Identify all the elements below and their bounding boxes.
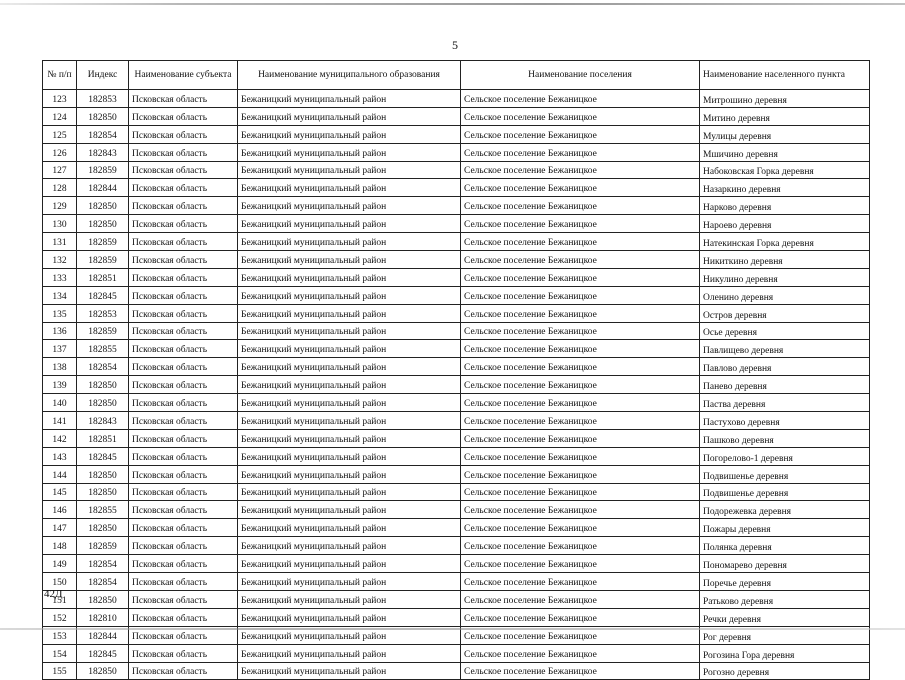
cell-index: 182850 — [77, 394, 129, 412]
cell-num: 144 — [43, 465, 77, 483]
table-row — [43, 197, 870, 215]
cell-municipality: Бежаницкий муниципальный район — [238, 215, 461, 233]
cell-settlement: Сельское поселение Бежаницкое — [461, 107, 700, 125]
table-row — [43, 644, 870, 662]
cell-num: 140 — [43, 394, 77, 412]
cell-settlement: Сельское поселение Бежаницкое — [461, 286, 700, 304]
cell-municipality: Бежаницкий муниципальный район — [238, 161, 461, 179]
cell-settlement: Сельское поселение Бежаницкое — [461, 215, 700, 233]
cell-num: 132 — [43, 251, 77, 269]
cell-locality: Пашково деревня — [700, 429, 870, 447]
cell-settlement: Сельское поселение Бежаницкое — [461, 412, 700, 430]
cell-municipality: Бежаницкий муниципальный район — [238, 447, 461, 465]
cell-num: 150 — [43, 573, 77, 591]
cell-settlement: Сельское поселение Бежаницкое — [461, 251, 700, 269]
cell-settlement: Сельское поселение Бежаницкое — [461, 179, 700, 197]
cell-settlement: Сельское поселение Бежаницкое — [461, 447, 700, 465]
cell-subject: Псковская область — [129, 465, 238, 483]
cell-num: 130 — [43, 215, 77, 233]
table-row — [43, 590, 870, 608]
cell-municipality: Бежаницкий муниципальный район — [238, 626, 461, 644]
cell-locality: Мулицы деревня — [700, 125, 870, 143]
cell-settlement: Сельское поселение Бежаницкое — [461, 644, 700, 662]
cell-num: 125 — [43, 125, 77, 143]
header-subject: Наименование субъекта — [129, 61, 238, 90]
cell-municipality: Бежаницкий муниципальный район — [238, 90, 461, 108]
cell-subject: Псковская область — [129, 537, 238, 555]
cell-settlement: Сельское поселение Бежаницкое — [461, 376, 700, 394]
cell-num: 138 — [43, 358, 77, 376]
cell-locality: Рог деревня — [700, 626, 870, 644]
cell-num: 149 — [43, 555, 77, 573]
cell-settlement: Сельское поселение Бежаницкое — [461, 555, 700, 573]
cell-municipality: Бежаницкий муниципальный район — [238, 233, 461, 251]
table-row — [43, 501, 870, 519]
cell-locality: Ратьково деревня — [700, 590, 870, 608]
cell-subject: Псковская область — [129, 519, 238, 537]
cell-num: 146 — [43, 501, 77, 519]
cell-index: 182851 — [77, 268, 129, 286]
cell-settlement: Сельское поселение Бежаницкое — [461, 394, 700, 412]
cell-locality: Пастухово деревня — [700, 412, 870, 430]
cell-locality: Павлищево деревня — [700, 340, 870, 358]
cell-num: 152 — [43, 608, 77, 626]
cell-locality: Паства деревня — [700, 394, 870, 412]
cell-num: 142 — [43, 429, 77, 447]
table-row — [43, 125, 870, 143]
cell-municipality: Бежаницкий муниципальный район — [238, 268, 461, 286]
cell-municipality: Бежаницкий муниципальный район — [238, 644, 461, 662]
cell-settlement: Сельское поселение Бежаницкое — [461, 161, 700, 179]
cell-settlement: Сельское поселение Бежаницкое — [461, 304, 700, 322]
cell-num: 134 — [43, 286, 77, 304]
cell-settlement: Сельское поселение Бежаницкое — [461, 537, 700, 555]
cell-index: 182854 — [77, 358, 129, 376]
cell-index: 182854 — [77, 555, 129, 573]
cell-subject: Псковская область — [129, 501, 238, 519]
table-row — [43, 161, 870, 179]
table-row — [43, 447, 870, 465]
cell-locality: Подвишенье деревня — [700, 483, 870, 501]
table-row — [43, 340, 870, 358]
cell-settlement: Сельское поселение Бежаницкое — [461, 626, 700, 644]
cell-index: 182843 — [77, 412, 129, 430]
cell-settlement: Сельское поселение Бежаницкое — [461, 429, 700, 447]
cell-index: 182859 — [77, 161, 129, 179]
cell-num: 127 — [43, 161, 77, 179]
cell-settlement: Сельское поселение Бежаницкое — [461, 268, 700, 286]
table-row — [43, 483, 870, 501]
cell-subject: Псковская область — [129, 483, 238, 501]
cell-municipality: Бежаницкий муниципальный район — [238, 483, 461, 501]
header-settlement: Наименование поселения — [461, 61, 700, 90]
table-row — [43, 107, 870, 125]
cell-subject: Псковская область — [129, 644, 238, 662]
cell-subject: Псковская область — [129, 107, 238, 125]
cell-index: 182850 — [77, 197, 129, 215]
cell-subject: Псковская область — [129, 573, 238, 591]
cell-locality: Нароево деревня — [700, 215, 870, 233]
scan-edge-top — [0, 3, 905, 5]
cell-index: 182845 — [77, 644, 129, 662]
cell-municipality: Бежаницкий муниципальный район — [238, 537, 461, 555]
header-num: № п/п — [43, 61, 77, 90]
cell-municipality: Бежаницкий муниципальный район — [238, 358, 461, 376]
cell-locality: Никиткино деревня — [700, 251, 870, 269]
cell-num: 137 — [43, 340, 77, 358]
cell-locality: Подорежевка деревня — [700, 501, 870, 519]
cell-settlement: Сельское поселение Бежаницкое — [461, 501, 700, 519]
table-row — [43, 429, 870, 447]
cell-municipality: Бежаницкий муниципальный район — [238, 429, 461, 447]
cell-index: 182854 — [77, 125, 129, 143]
table-row — [43, 179, 870, 197]
cell-settlement: Сельское поселение Бежаницкое — [461, 125, 700, 143]
cell-settlement: Сельское поселение Бежаницкое — [461, 662, 700, 680]
cell-index: 182855 — [77, 501, 129, 519]
cell-index: 182843 — [77, 143, 129, 161]
cell-index: 182851 — [77, 429, 129, 447]
table-header-row — [43, 61, 870, 90]
cell-settlement: Сельское поселение Бежаницкое — [461, 143, 700, 161]
cell-num: 154 — [43, 644, 77, 662]
cell-num: 151 — [43, 590, 77, 608]
header-index: Индекс — [77, 61, 129, 90]
cell-subject: Псковская область — [129, 376, 238, 394]
cell-settlement: Сельское поселение Бежаницкое — [461, 519, 700, 537]
cell-subject: Псковская область — [129, 197, 238, 215]
cell-subject: Псковская область — [129, 322, 238, 340]
cell-municipality: Бежаницкий муниципальный район — [238, 501, 461, 519]
cell-municipality: Бежаницкий муниципальный район — [238, 125, 461, 143]
cell-locality: Подвишенье деревня — [700, 465, 870, 483]
cell-municipality: Бежаницкий муниципальный район — [238, 107, 461, 125]
cell-subject: Псковская область — [129, 626, 238, 644]
cell-settlement: Сельское поселение Бежаницкое — [461, 233, 700, 251]
cell-index: 182850 — [77, 483, 129, 501]
cell-locality: Поречье деревня — [700, 573, 870, 591]
cell-index: 182855 — [77, 340, 129, 358]
cell-index: 182859 — [77, 233, 129, 251]
cell-locality: Никулино деревня — [700, 268, 870, 286]
cell-municipality: Бежаницкий муниципальный район — [238, 179, 461, 197]
cell-locality: Пожары деревня — [700, 519, 870, 537]
header-municipality: Наименование муниципального образования — [238, 61, 461, 90]
cell-index: 182850 — [77, 662, 129, 680]
table-row — [43, 233, 870, 251]
cell-locality: Мшичино деревня — [700, 143, 870, 161]
cell-subject: Псковская область — [129, 179, 238, 197]
cell-num: 129 — [43, 197, 77, 215]
cell-locality: Нарково деревня — [700, 197, 870, 215]
cell-settlement: Сельское поселение Бежаницкое — [461, 483, 700, 501]
cell-settlement: Сельское поселение Бежаницкое — [461, 465, 700, 483]
cell-municipality: Бежаницкий муниципальный район — [238, 555, 461, 573]
cell-index: 182850 — [77, 590, 129, 608]
cell-index: 182853 — [77, 90, 129, 108]
cell-locality: Осье деревня — [700, 322, 870, 340]
cell-subject: Псковская область — [129, 412, 238, 430]
table-row — [43, 465, 870, 483]
cell-subject: Псковская область — [129, 161, 238, 179]
table-row — [43, 537, 870, 555]
cell-municipality: Бежаницкий муниципальный район — [238, 322, 461, 340]
cell-num: 131 — [43, 233, 77, 251]
cell-index: 182810 — [77, 608, 129, 626]
cell-num: 139 — [43, 376, 77, 394]
cell-municipality: Бежаницкий муниципальный район — [238, 662, 461, 680]
table-row — [43, 322, 870, 340]
cell-locality: Погорелово-1 деревня — [700, 447, 870, 465]
cell-municipality: Бежаницкий муниципальный район — [238, 608, 461, 626]
cell-index: 182850 — [77, 376, 129, 394]
cell-locality: Назаркино деревня — [700, 179, 870, 197]
cell-locality: Натекинская Горка деревня — [700, 233, 870, 251]
cell-subject: Псковская область — [129, 590, 238, 608]
cell-locality: Полянка деревня — [700, 537, 870, 555]
table-row — [43, 412, 870, 430]
cell-municipality: Бежаницкий муниципальный район — [238, 376, 461, 394]
cell-subject: Псковская область — [129, 268, 238, 286]
cell-municipality: Бежаницкий муниципальный район — [238, 465, 461, 483]
header-locality: Наименование населенного пункта — [700, 61, 870, 90]
scan-edge-bottom — [0, 628, 905, 630]
cell-index: 182850 — [77, 465, 129, 483]
cell-subject: Псковская область — [129, 662, 238, 680]
cell-index: 182854 — [77, 573, 129, 591]
table-row — [43, 251, 870, 269]
table-row — [43, 608, 870, 626]
cell-subject: Псковская область — [129, 394, 238, 412]
cell-subject: Псковская область — [129, 90, 238, 108]
cell-locality: Митрошино деревня — [700, 90, 870, 108]
table-row — [43, 268, 870, 286]
cell-subject: Псковская область — [129, 143, 238, 161]
footer-code: 42Д — [44, 588, 63, 600]
table-row — [43, 143, 870, 161]
cell-num: 123 — [43, 90, 77, 108]
cell-num: 153 — [43, 626, 77, 644]
cell-subject: Псковская область — [129, 358, 238, 376]
cell-num: 133 — [43, 268, 77, 286]
cell-settlement: Сельское поселение Бежаницкое — [461, 358, 700, 376]
cell-municipality: Бежаницкий муниципальный район — [238, 340, 461, 358]
cell-num: 141 — [43, 412, 77, 430]
cell-index: 182850 — [77, 215, 129, 233]
cell-subject: Псковская область — [129, 233, 238, 251]
cell-index: 182844 — [77, 179, 129, 197]
cell-num: 155 — [43, 662, 77, 680]
cell-locality: Рогозно деревня — [700, 662, 870, 680]
cell-locality: Остров деревня — [700, 304, 870, 322]
cell-index: 182859 — [77, 537, 129, 555]
cell-subject: Псковская область — [129, 215, 238, 233]
cell-locality: Панево деревня — [700, 376, 870, 394]
cell-municipality: Бежаницкий муниципальный район — [238, 143, 461, 161]
cell-index: 182845 — [77, 286, 129, 304]
cell-num: 124 — [43, 107, 77, 125]
cell-locality: Речки деревня — [700, 608, 870, 626]
cell-locality: Набоковская Горка деревня — [700, 161, 870, 179]
cell-index: 182859 — [77, 251, 129, 269]
cell-locality: Павлово деревня — [700, 358, 870, 376]
cell-municipality: Бежаницкий муниципальный район — [238, 590, 461, 608]
cell-subject: Псковская область — [129, 251, 238, 269]
cell-municipality: Бежаницкий муниципальный район — [238, 573, 461, 591]
table-row — [43, 215, 870, 233]
cell-subject: Псковская область — [129, 340, 238, 358]
cell-subject: Псковская область — [129, 429, 238, 447]
cell-subject: Псковская область — [129, 608, 238, 626]
table-body — [43, 90, 870, 680]
cell-locality: Пономарево деревня — [700, 555, 870, 573]
cell-num: 128 — [43, 179, 77, 197]
cell-index: 182859 — [77, 322, 129, 340]
cell-settlement: Сельское поселение Бежаницкое — [461, 90, 700, 108]
cell-municipality: Бежаницкий муниципальный район — [238, 197, 461, 215]
cell-settlement: Сельское поселение Бежаницкое — [461, 590, 700, 608]
page-number: 5 — [452, 38, 458, 52]
localities-table — [42, 60, 870, 680]
cell-municipality: Бежаницкий муниципальный район — [238, 412, 461, 430]
table-row — [43, 90, 870, 108]
cell-locality: Оленино деревня — [700, 286, 870, 304]
cell-subject: Псковская область — [129, 286, 238, 304]
table-row — [43, 286, 870, 304]
cell-num: 126 — [43, 143, 77, 161]
cell-num: 148 — [43, 537, 77, 555]
cell-index: 182844 — [77, 626, 129, 644]
cell-index: 182853 — [77, 304, 129, 322]
cell-settlement: Сельское поселение Бежаницкое — [461, 340, 700, 358]
table-row — [43, 555, 870, 573]
table-row — [43, 358, 870, 376]
cell-num: 145 — [43, 483, 77, 501]
table-row — [43, 573, 870, 591]
cell-num: 147 — [43, 519, 77, 537]
cell-locality: Митино деревня — [700, 107, 870, 125]
cell-index: 182850 — [77, 107, 129, 125]
cell-subject: Псковская область — [129, 447, 238, 465]
cell-num: 135 — [43, 304, 77, 322]
cell-municipality: Бежаницкий муниципальный район — [238, 251, 461, 269]
table-row — [43, 376, 870, 394]
table-row — [43, 394, 870, 412]
cell-index: 182850 — [77, 519, 129, 537]
table-row — [43, 304, 870, 322]
cell-num: 136 — [43, 322, 77, 340]
table-row — [43, 519, 870, 537]
cell-subject: Псковская область — [129, 125, 238, 143]
cell-municipality: Бежаницкий муниципальный район — [238, 304, 461, 322]
cell-settlement: Сельское поселение Бежаницкое — [461, 608, 700, 626]
cell-settlement: Сельское поселение Бежаницкое — [461, 322, 700, 340]
cell-municipality: Бежаницкий муниципальный район — [238, 519, 461, 537]
cell-municipality: Бежаницкий муниципальный район — [238, 286, 461, 304]
table-row — [43, 662, 870, 680]
cell-settlement: Сельское поселение Бежаницкое — [461, 197, 700, 215]
cell-subject: Псковская область — [129, 555, 238, 573]
cell-num: 143 — [43, 447, 77, 465]
cell-index: 182845 — [77, 447, 129, 465]
cell-settlement: Сельское поселение Бежаницкое — [461, 573, 700, 591]
cell-subject: Псковская область — [129, 304, 238, 322]
cell-municipality: Бежаницкий муниципальный район — [238, 394, 461, 412]
cell-locality: Рогозина Гора деревня — [700, 644, 870, 662]
